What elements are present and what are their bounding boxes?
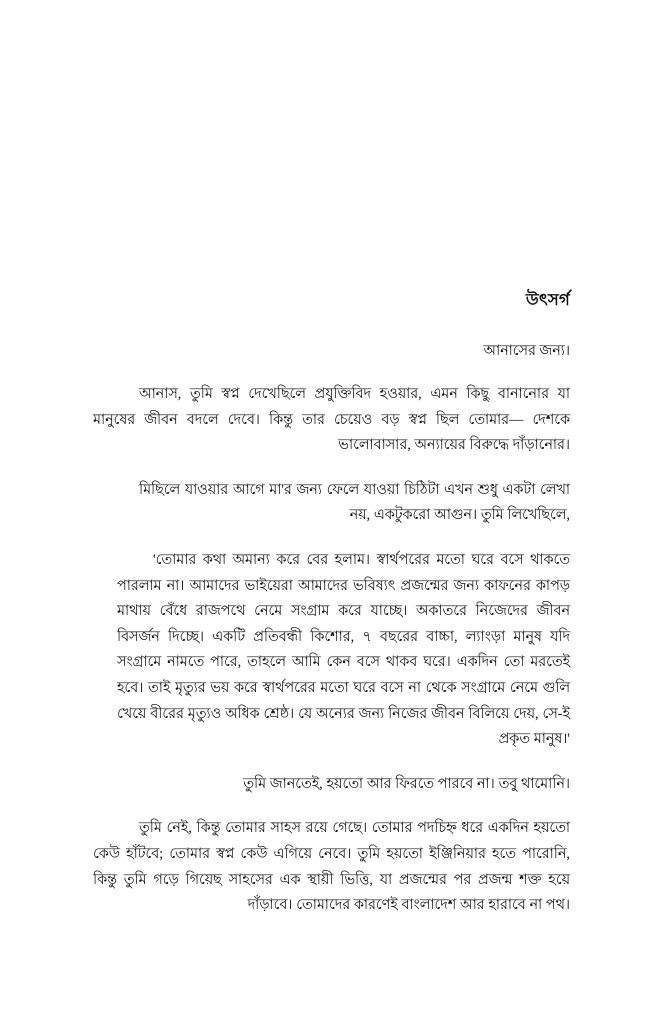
dedicatee-line: আনাসের জন্য।	[483, 342, 570, 359]
letter-quote-text: 'তোমার কথা অমান্য করে বের হলাম। স্বার্থপরের মতো ঘরে বসে থাকতে পারলাম না। আমাদের ভাইয়েরা আমাদের ভবিষ্যৎ প্রজন্মের জন্য কাফনের কাপড় মাথায় বেঁধে রাজপথে নেমে সংগ্রাম করে যাচ্ছে। অকাতরে নিজেদের জীবন বিসর্জন দিচ্ছে। একটি প্রতিবন্ধী কিশোর, ৭ বছরের বাচ্চা, ল্যাংড়া মানুষ যদি সংগ্রামে নামতে পারে, তাহলে আমি কেন বসে থাকব ঘরে। একদিন তো মরতেই হবে। তাই মৃত্যুর ভয় করে স্বার্থপরের মতো ঘরে বসে না থেকে সংগ্রামে নেমে গুলি খেয়ে বীরের মৃত্যুও অধিক শ্রেষ্ঠ। যে অন্যের জন্য নিজের জীবন বিলিয়ে দেয়, সে-ই প্রকৃত মানুষ।'	[117, 552, 570, 748]
dedication-paragraph-2: মিছিলে যাওয়ার আগে মা'র জন্য ফেলে যাওয়া চিঠিটা এখন শুধু একটা লেখা নয়, একটুকরো আগুন। তুমি লিখেছিলে,	[139, 481, 570, 524]
page-title: উৎসর্গ	[525, 290, 570, 309]
page-bottom-margin	[0, 860, 663, 1024]
letter-quote-block	[93, 548, 570, 753]
closing-paragraph-2: তুমি নেই, কিন্তু তোমার সাহস রয়ে গেছে। তোমার পদচিহ্ন ধরে একদিন হয়তো কেউ হাঁটবে; তোমার স্বপ্ন কেউ এগিয়ে নেবে। তুমি হয়তো ইঞ্জিনিয়ার হতে পারোনি, কিন্তু তুমি গড়ে গিয়েছ সাহসের এক স্থায়ী ভিত্তি, যা প্রজন্মের পর প্রজন্ম শক্ত হয়ে দাঁড়াবে। তোমাদের কারণেই বাংলাদেশ আর হারাবে না পথ।	[93, 820, 570, 914]
dedication-content	[93, 288, 570, 938]
dedication-paragraph-1: আনাস, তুমি স্বপ্ন দেখেছিলে প্রযুক্তিবিদ হওয়ার, এমন কিছু বানানোর যা মানুষের জীবন বদলে দেবে। কিন্তু তার চেয়েও বড় স্বপ্ন ছিল তোমার— দেশকে ভালোবাসার, অন্যায়ের বিরুদ্ধে দাঁড়ানোর।	[93, 386, 570, 454]
closing-paragraph-1: তুমি জানতেই, হয়তো আর ফিরতে পারবে না। তবু থামোনি।	[243, 775, 570, 792]
